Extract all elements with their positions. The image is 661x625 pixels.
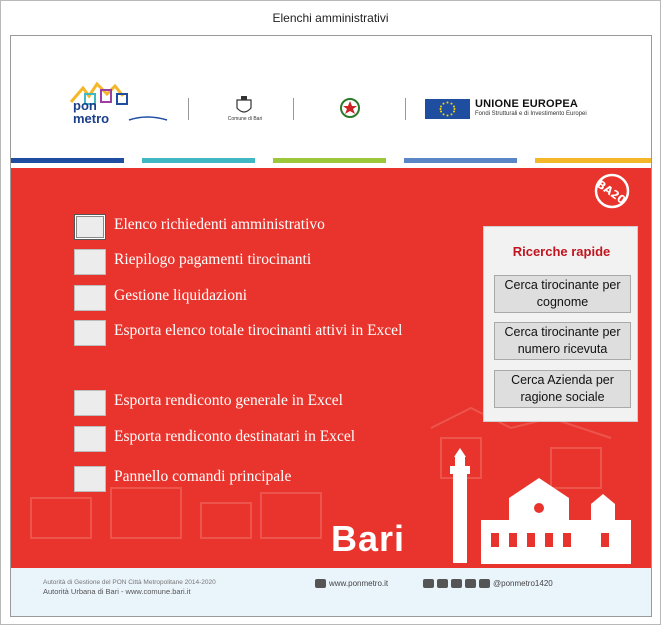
pon-logo-text: pon: [73, 98, 97, 113]
twitter-icon: [423, 579, 434, 588]
youtube-icon: [437, 579, 448, 588]
quick-search-panel: [483, 226, 638, 422]
eu-subtitle: Fondi Strutturali e di Investimento Europei: [475, 111, 587, 117]
elenco-richiedenti-label: Elenco richiedenti amministrativo: [114, 216, 325, 233]
pannello-comandi-button[interactable]: [74, 466, 106, 492]
comune-label: Comune di Bari: [227, 116, 263, 122]
esporta-rendiconto-generale-button[interactable]: [74, 390, 106, 416]
stripe-blue: [11, 158, 124, 163]
footer-social: [423, 579, 553, 588]
divider: [293, 98, 294, 120]
footer-authority-line: Autorità di Gestione del PON Città Metropolitane 2014-2020: [43, 579, 216, 586]
logo-header: [11, 36, 651, 158]
footer-website: [315, 579, 388, 588]
esporta-rendiconto-destinatari-label: Esporta rendiconto destinatari in Excel: [114, 428, 356, 445]
color-stripes: [11, 158, 651, 164]
stripe-yellow: [535, 158, 651, 163]
search-company-button[interactable]: Cerca Azienda per ragione sociale: [494, 370, 631, 408]
instagram-icon: [451, 579, 462, 588]
footer: [11, 568, 651, 616]
footer-urban-authority-line: Autorità Urbana di Bari - www.comune.bari.it: [43, 587, 191, 596]
pannello-comandi-label: Pannello comandi principale: [114, 468, 292, 485]
esporta-elenco-totale-button[interactable]: [74, 320, 106, 346]
stripe-green: [273, 158, 386, 163]
command-panel: [11, 168, 651, 568]
window-title: Elenchi amministrativi: [272, 11, 389, 25]
metro-logo-text: metro: [73, 111, 110, 126]
gestione-liquidazioni-button[interactable]: [74, 285, 106, 311]
flickr-icon: [465, 579, 476, 588]
riepilogo-pagamenti-label: Riepilogo pagamenti tirocinanti: [114, 251, 312, 268]
esporta-rendiconto-generale-label: Esporta rendiconto generale in Excel: [114, 392, 343, 409]
riepilogo-pagamenti-button[interactable]: [74, 249, 106, 275]
divider: [188, 98, 189, 120]
pinterest-icon: [479, 579, 490, 588]
ba20-badge-icon: [594, 173, 630, 209]
esporta-elenco-totale-label: Esporta elenco totale tirocinanti attivi in Excel: [114, 322, 403, 339]
search-by-surname-button[interactable]: Cerca tirocinante per cognome: [494, 275, 631, 313]
divider: [405, 98, 406, 120]
stripe-lightblue: [404, 158, 517, 163]
eu-title: UNIONE EUROPEA: [475, 98, 579, 110]
gestione-liquidazioni-label: Gestione liquidazioni: [114, 287, 248, 304]
search-by-receipt-button[interactable]: Cerca tirocinante per numero ricevuta: [494, 322, 631, 360]
italy-emblem-icon: [338, 96, 362, 120]
web-icon: [315, 579, 326, 588]
stripe-teal: [142, 158, 255, 163]
footer-social-handle: @ponmetro1420: [493, 579, 553, 588]
city-name: Bari: [331, 518, 406, 559]
bari-crest-icon: [235, 96, 253, 116]
elenco-richiedenti-button[interactable]: [74, 214, 106, 240]
eu-flag-icon: [425, 99, 470, 119]
esporta-rendiconto-destinatari-button[interactable]: [74, 426, 106, 452]
ba20-badge-text: BA20: [594, 177, 629, 207]
footer-website-text: www.ponmetro.it: [329, 579, 389, 588]
form-frame: [10, 35, 652, 617]
quick-search-title: Ricerche rapide: [512, 244, 611, 259]
